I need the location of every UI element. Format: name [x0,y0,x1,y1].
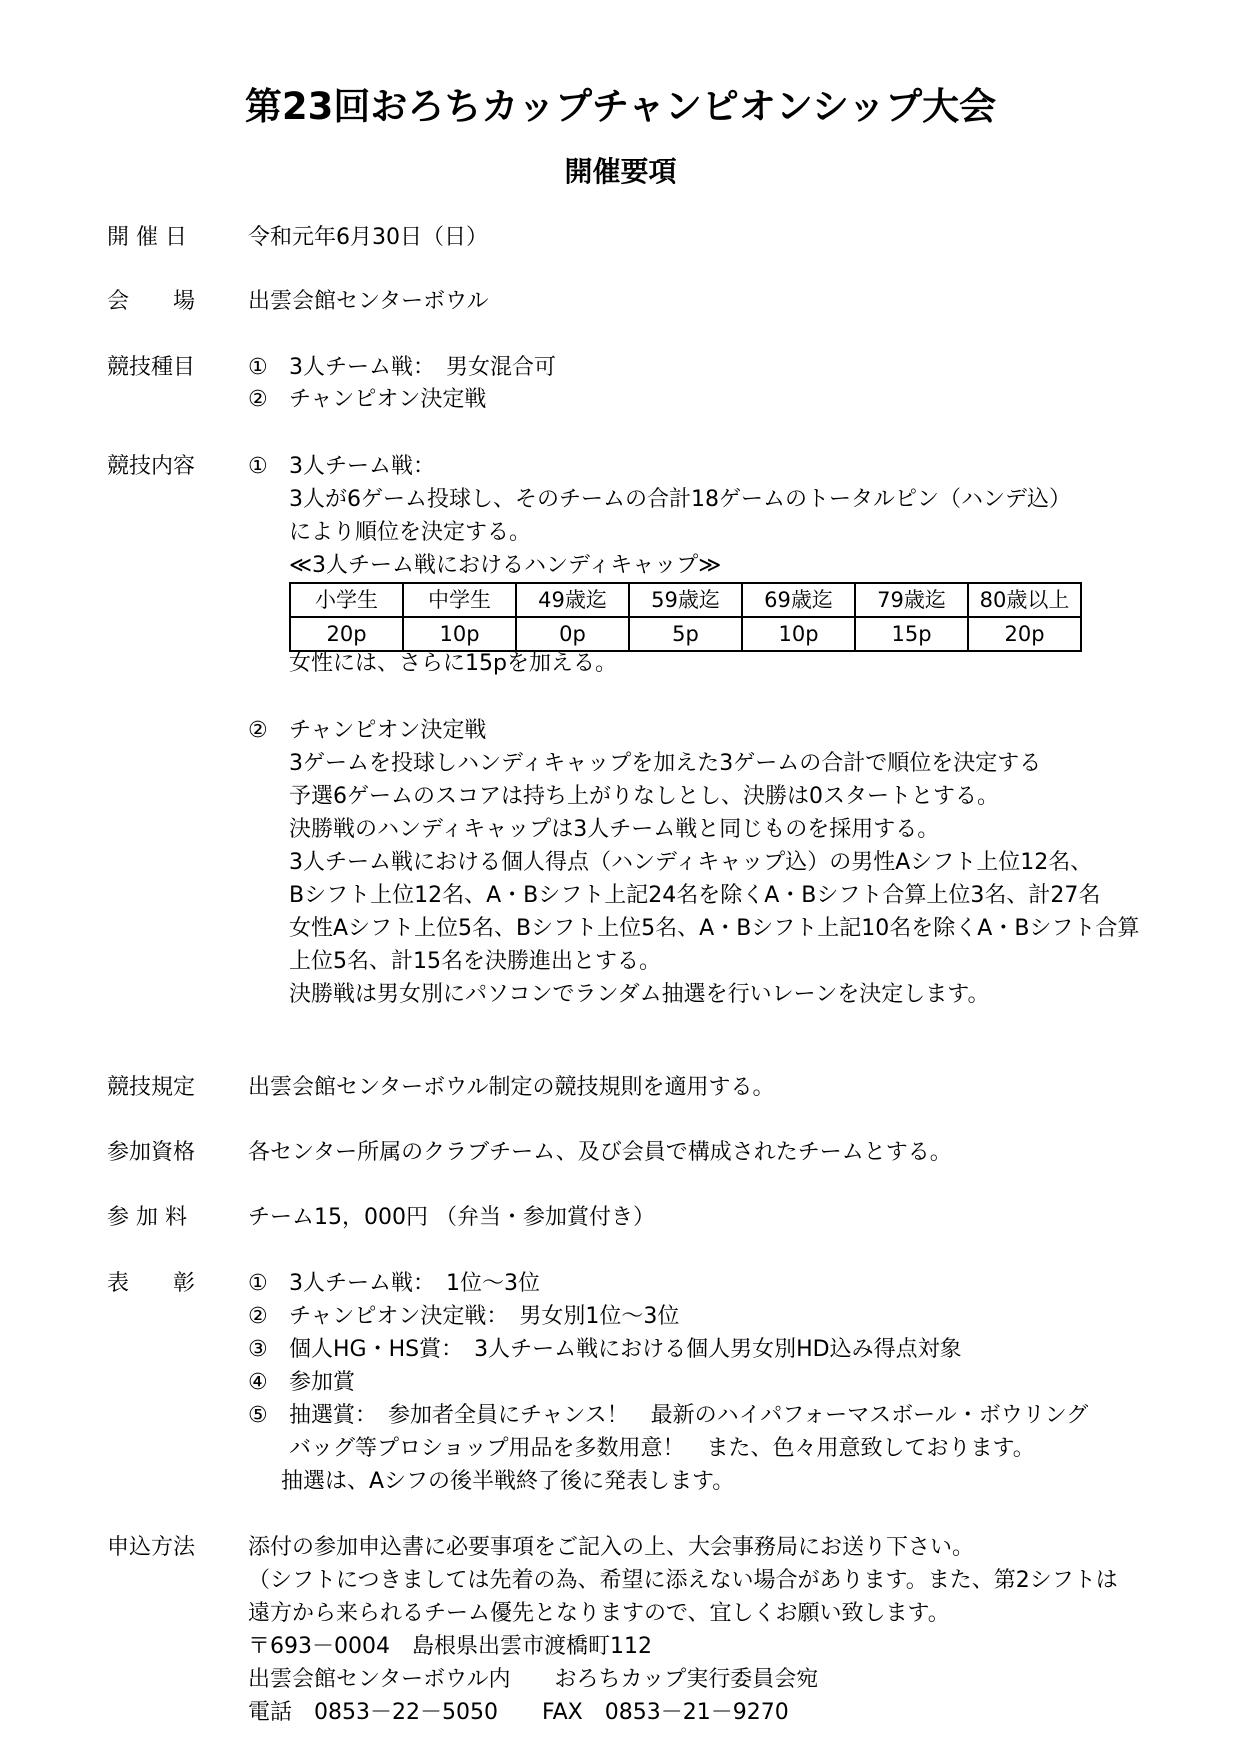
handicap-table [289,582,1082,652]
content-champion-line: 予選6ゲームのスコアは持ち上がりなしとし、決勝は0スタートとする。 [289,784,999,809]
awards-item-number: ⑤ [248,1403,268,1428]
handicap-header-cell: 中学生 [403,583,516,617]
fee-value: チーム15，000円 （弁当・参加賞付き） [248,1205,655,1230]
handicap-header-cell: 59歳迄 [629,583,742,617]
content-champion-heading: チャンピオン決定戦 [289,718,487,743]
content-champion-number: ② [248,718,268,743]
awards-item-text: 参加賞 [289,1370,356,1395]
fee-label: 参 加 料 [107,1205,187,1230]
handicap-value-cell: 5p [629,617,742,651]
rules-label: 競技規定 [107,1075,196,1100]
awards-item-number: ④ [248,1370,268,1395]
content-team-line: により順位を決定する。 [289,520,532,545]
handicap-value-cell: 20p [968,617,1081,651]
handicap-header-cell: 49歳迄 [516,583,629,617]
recipient-line: 出雲会館センターボウル内 おろちカップ実行委員会宛 [248,1667,819,1692]
handicap-header-cell: 小学生 [290,583,403,617]
awards-item-number: ① [248,1271,268,1296]
awards-item-text: チャンピオン決定戦： 男女別1位～3位 [289,1304,680,1329]
events-item-2-text: チャンピオン決定戦 [289,387,487,412]
events-item-2-number: ② [248,387,268,412]
document-title: 第23回おろちカップチャンピオンシップ大会 [244,85,997,128]
application-line: 遠方から来られるチーム優先となりますので、宜しくお願い致します。 [248,1601,950,1626]
content-champion-line: 決勝戦のハンディキャップは3人チーム戦と同じものを採用する。 [289,817,940,842]
content-team-line: 3人が6ゲーム投球し、そのチームの合計18ゲームのトータルピン（ハンデ込） [289,487,1071,512]
eligibility-label: 参加資格 [107,1140,196,1165]
awards-item-text: 個人HG・HS賞： 3人チーム戦における個人男女別HD込み得点対象 [289,1337,962,1362]
application-line: （シフトにつきましては先着の為、希望に添えない場合があります。また、第2シフトは [248,1568,1118,1593]
handicap-value-cell: 15p [855,617,968,651]
content-team-number: ① [248,454,268,479]
events-label: 競技種目 [107,355,196,380]
date-value: 令和元年6月30日（日） [248,225,488,250]
handicap-header-cell: 80歳以上 [968,583,1081,617]
events-item-1-text: 3人チーム戦： 男女混合可 [289,355,556,380]
document-subtitle: 開催要項 [564,155,677,188]
content-champion-line: 3人チーム戦における個人得点（ハンディキャップ込）の男性Aシフト上位12名、 [289,850,1093,875]
handicap-title: ≪3人チーム戦におけるハンディキャップ≫ [289,553,722,578]
eligibility-value: 各センター所属のクラブチーム、及び会員で構成されたチームとする。 [248,1140,952,1165]
content-champion-line: Bシフト上位12名、A・Bシフト上記24名を除くA・Bシフト合算上位3名、計27名 [289,883,1101,908]
awards-extra-line: 抽選は、Aシフの後半戦終了後に発表します。 [281,1469,735,1494]
handicap-value-cell: 10p [403,617,516,651]
venue-value: 出雲会館センターボウル [248,289,489,314]
handicap-value-cell: 0p [516,617,629,651]
date-label: 開 催 日 [107,225,187,250]
handicap-value-row [290,617,1081,651]
content-label: 競技内容 [107,454,196,479]
handicap-value-cell: 10p [742,617,855,651]
content-champion-line: 上位5名、計15名を決勝進出とする。 [289,949,661,974]
awards-item-number: ② [248,1304,268,1329]
handicap-header-row [290,583,1081,617]
content-champion-line: 女性Aシフト上位5名、Bシフト上位5名、A・Bシフト上記10名を除くA・Bシフト合算 [289,916,1140,941]
application-line: 添付の参加申込書に必要事項をご記入の上、大会事務局にお送り下さい。 [248,1535,975,1560]
awards-item-text: 抽選賞： 参加者全員にチャンス！ 最新のハイパフォーマスボール・ボウリング [289,1403,1089,1428]
events-item-1-number: ① [248,355,268,380]
handicap-header-cell: 69歳迄 [742,583,855,617]
handicap-value-cell: 20p [290,617,403,651]
contact-phone-fax: 電話 0853－22－5050 FAX 0853－21－9270 [248,1700,789,1725]
application-label: 申込方法 [107,1535,196,1560]
rules-value: 出雲会館センターボウル制定の競技規則を適用する。 [248,1075,775,1100]
awards-item-number: ③ [248,1337,268,1362]
content-champion-line: 3ゲームを投球しハンディキャップを加えた3ゲームの合計で順位を決定する [289,751,1042,776]
awards-item-text: 3人チーム戦： 1位～3位 [289,1271,540,1296]
content-champion-line: 決勝戦は男女別にパソコンでランダム抽選を行いレーンを決定します。 [289,982,990,1007]
postal-address: 〒693－0004 島根県出雲市渡橋町112 [248,1634,652,1659]
venue-label: 会 場 [107,289,196,314]
content-team-heading: 3人チーム戦： [289,454,435,479]
awards-label: 表 彰 [107,1271,196,1296]
female-handicap-note: 女性には、さらに15pを加える。 [289,651,617,676]
handicap-header-cell: 79歳迄 [855,583,968,617]
awards-extra-line: バッグ等プロショップ用品を多数用意！ また、色々用意致しております。 [289,1436,1035,1461]
